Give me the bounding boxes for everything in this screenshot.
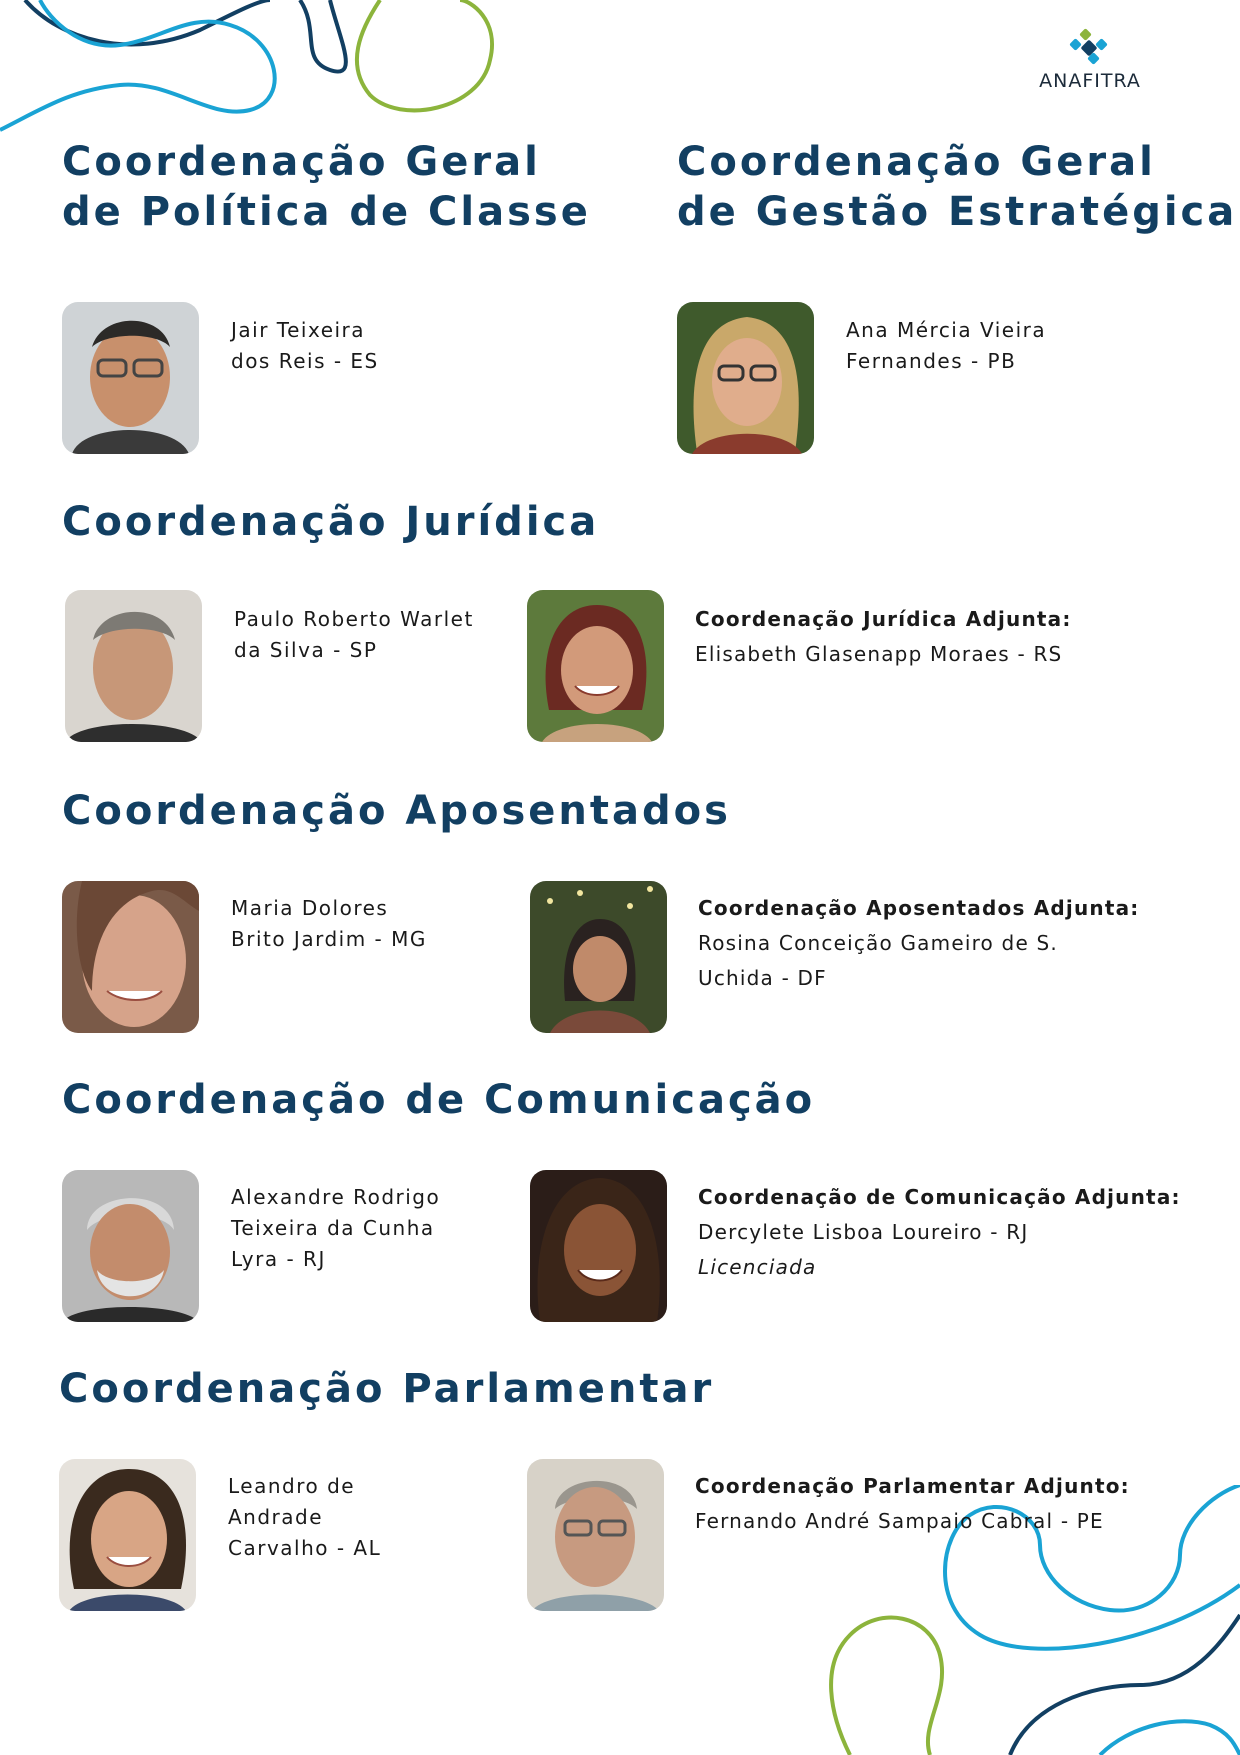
logo-mark-icon (1067, 28, 1113, 68)
adjunct-name: Fernando André Sampaio Cabral - PE (695, 1509, 1104, 1533)
adjunct-name-line: Uchida - DF (698, 966, 827, 990)
adjunct-role: Coordenação de Comunicação Adjunta: (698, 1185, 1181, 1209)
adjunct-comunicacao (698, 1180, 1181, 1285)
name-line: Ana Mércia Vieira (846, 318, 1047, 342)
adjunct-role: Coordenação Jurídica Adjunta: (695, 607, 1072, 631)
name-line: dos Reis - ES (231, 349, 379, 373)
photo-fernando-cabral (527, 1459, 664, 1611)
person-photo-icon (530, 1170, 667, 1322)
person-photo-icon (677, 302, 814, 454)
member-name-comunicacao (231, 1182, 440, 1275)
person-photo-icon (62, 1170, 199, 1322)
photo-maria-dolores (62, 881, 199, 1033)
name-line: Carvalho - AL (228, 1536, 382, 1560)
heading-parlamentar (59, 1364, 714, 1414)
heading-gestao-estrategica (677, 137, 1237, 237)
decorative-curves-top (0, 0, 520, 160)
adjunct-parlamentar (695, 1469, 1130, 1539)
heading-line: Coordenação Jurídica (62, 499, 600, 545)
person-photo-icon (65, 590, 202, 742)
heading-line: Coordenação Geral (62, 139, 541, 185)
adjunct-aposentados (698, 891, 1140, 996)
name-line: Andrade (228, 1505, 324, 1529)
name-line: Teixeira da Cunha (231, 1216, 435, 1240)
photo-dercylete-lisboa (530, 1170, 667, 1322)
person-photo-icon (527, 590, 664, 742)
person-photo-icon (530, 881, 667, 1033)
heading-line: Coordenação de Comunicação (62, 1077, 816, 1123)
name-line: Fernandes - PB (846, 349, 1017, 373)
name-line: Jair Teixeira (231, 318, 366, 342)
photo-paulo-roberto (65, 590, 202, 742)
anafitra-logo (1030, 28, 1150, 92)
heading-line: Coordenação Parlamentar (59, 1366, 715, 1412)
person-photo-icon (527, 1459, 664, 1611)
name-line: Alexandre Rodrigo (231, 1185, 441, 1209)
member-name-aposentados (231, 893, 427, 955)
heading-line: de Gestão Estratégica (677, 189, 1238, 235)
adjunct-status: Licenciada (698, 1255, 817, 1279)
member-name-politica (231, 315, 379, 377)
photo-leandro-carvalho (59, 1459, 196, 1611)
name-line: Paulo Roberto Warlet (234, 607, 474, 631)
heading-aposentados (62, 786, 731, 836)
member-name-parlamentar (228, 1471, 381, 1564)
name-line: Brito Jardim - MG (231, 927, 427, 951)
name-line: Lyra - RJ (231, 1247, 326, 1271)
heading-line: Coordenação Geral (677, 139, 1156, 185)
heading-comunicacao (62, 1075, 815, 1125)
heading-juridica (62, 497, 599, 547)
photo-rosina-uchida (530, 881, 667, 1033)
person-photo-icon (62, 302, 199, 454)
photo-elisabeth-glasenapp (527, 590, 664, 742)
photo-ana-mercia (677, 302, 814, 454)
logo-text: ANAFITRA (1039, 70, 1141, 92)
name-line: Leandro de (228, 1474, 356, 1498)
photo-alexandre-rodrigo (62, 1170, 199, 1322)
adjunct-name: Elisabeth Glasenapp Moraes - RS (695, 642, 1063, 666)
heading-line: Coordenação Aposentados (62, 788, 731, 834)
heading-line: de Política de Classe (62, 189, 591, 235)
member-name-gestao (846, 315, 1046, 377)
person-photo-icon (59, 1459, 196, 1611)
adjunct-role: Coordenação Aposentados Adjunta: (698, 896, 1140, 920)
member-name-juridica (234, 604, 474, 666)
adjunct-juridica (695, 602, 1072, 672)
adjunct-role: Coordenação Parlamentar Adjunto: (695, 1474, 1130, 1498)
photo-jair-teixeira (62, 302, 199, 454)
heading-politica-de-classe (62, 137, 591, 237)
person-photo-icon (62, 881, 199, 1033)
adjunct-name-line: Rosina Conceição Gameiro de S. (698, 931, 1058, 955)
name-line: Maria Dolores (231, 896, 389, 920)
adjunct-name: Dercylete Lisboa Loureiro - RJ (698, 1220, 1029, 1244)
name-line: da Silva - SP (234, 638, 378, 662)
